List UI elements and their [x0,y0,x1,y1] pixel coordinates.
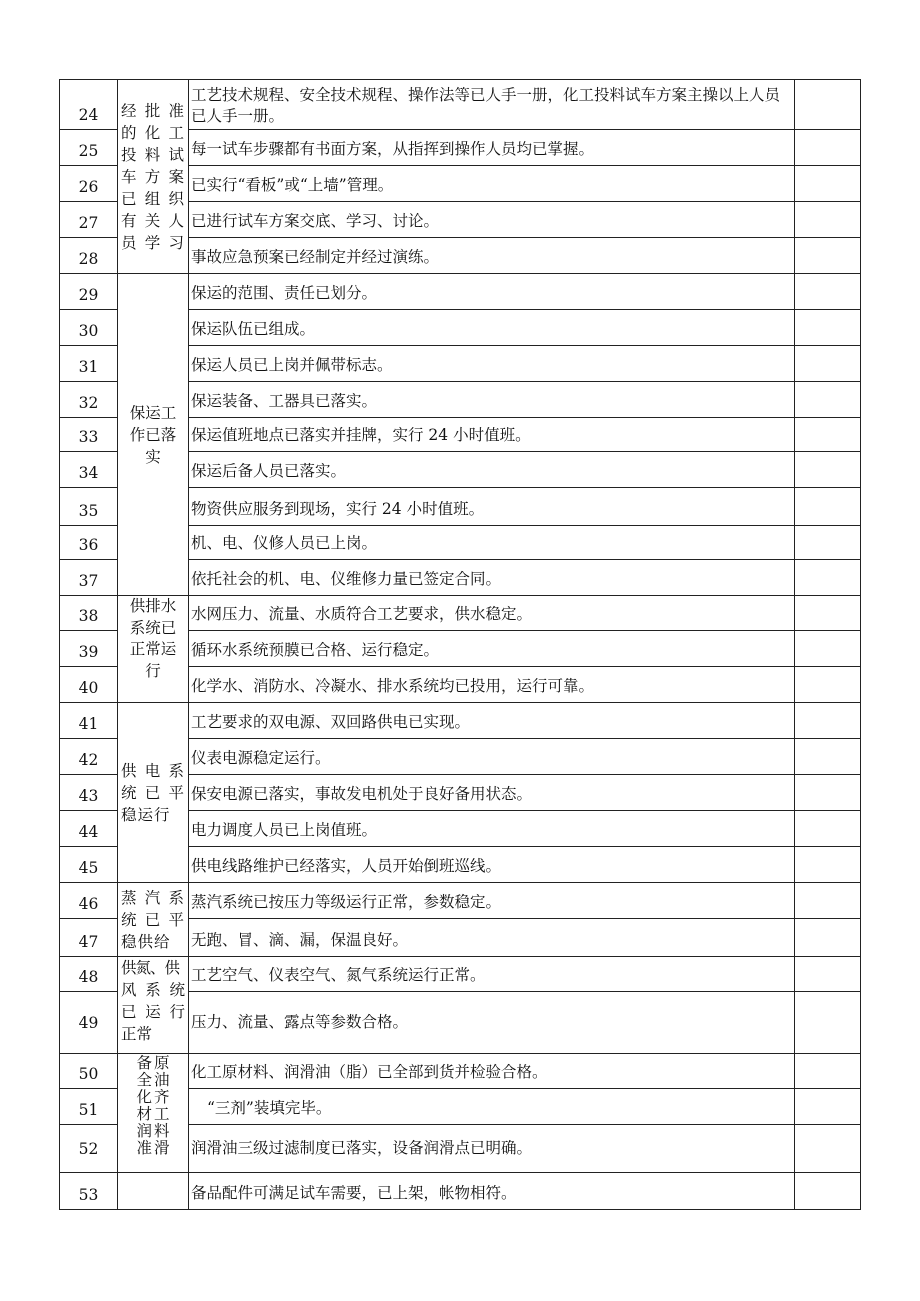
checklist-item: 物资供应服务到现场，实行 24 小时值班。 [189,488,795,526]
table-row [60,957,861,992]
checklist-item: 已进行试车方案交底、学习、讨论。 [189,202,795,238]
result-cell[interactable] [795,238,861,274]
table-row [60,1054,861,1089]
result-cell[interactable] [795,667,861,703]
row-number: 28 [60,238,118,274]
row-number: 32 [60,382,118,418]
result-cell[interactable] [795,202,861,238]
result-cell[interactable] [795,526,861,560]
checklist-item: 无跑、冒、滴、漏，保温良好。 [189,919,795,957]
row-number: 39 [60,631,118,667]
checklist-item: 循环水系统预膜已合格、运行稳定。 [189,631,795,667]
row-number: 42 [60,739,118,775]
row-number: 51 [60,1089,118,1125]
table-row [60,1173,861,1210]
checklist-item: 化学水、消防水、冷凝水、排水系统均已投用，运行可靠。 [189,667,795,703]
checklist-item: 蒸汽系统已按压力等级运行正常，参数稳定。 [189,883,795,919]
checklist-item: 工艺要求的双电源、双回路供电已实现。 [189,703,795,739]
row-number: 47 [60,919,118,957]
row-number: 36 [60,526,118,560]
checklist-item: 水网压力、流量、水质符合工艺要求，供水稳定。 [189,596,795,631]
result-cell[interactable] [795,957,861,992]
row-number: 34 [60,452,118,488]
checklist-item: 工艺技术规程、安全技术规程、操作法等已人手一册，化工投料试车方案主操以上人员已人手一册。 [189,80,795,130]
checklist-table [59,79,861,1210]
result-cell[interactable] [795,130,861,166]
checklist-item: 压力、流量、露点等参数合格。 [189,992,795,1054]
checklist-item: 供电线路维护已经落实，人员开始倒班巡线。 [189,847,795,883]
result-cell[interactable] [795,418,861,452]
row-number: 35 [60,488,118,526]
result-cell[interactable] [795,382,861,418]
result-cell[interactable] [795,1089,861,1125]
row-number: 44 [60,811,118,847]
row-number: 48 [60,957,118,992]
row-number: 27 [60,202,118,238]
result-cell[interactable] [795,80,861,130]
category-nitrogen-air: 供氮、供 风系统 已运行 正常 [118,957,189,1054]
result-cell[interactable] [795,811,861,847]
result-cell[interactable] [795,919,861,957]
row-number: 24 [60,80,118,130]
row-number: 50 [60,1054,118,1089]
table-row [60,596,861,631]
checklist-item: 保运装备、工器具已落实。 [189,382,795,418]
row-number: 40 [60,667,118,703]
row-number: 25 [60,130,118,166]
checklist-item: 保运人员已上岗并佩带标志。 [189,346,795,382]
checklist-item: 润滑油三级过滤制度已落实，设备润滑点已明确。 [189,1125,795,1173]
checklist-item: “三剂”装填完毕。 [189,1089,795,1125]
table-row [60,703,861,739]
checklist-item: 化工原材料、润滑油（脂）已全部到货并检验合格。 [189,1054,795,1089]
result-cell[interactable] [795,310,861,346]
checklist-item: 仪表电源稳定运行。 [189,739,795,775]
checklist-item: 依托社会的机、电、仪维修力量已签定合同。 [189,560,795,596]
row-number: 29 [60,274,118,310]
result-cell[interactable] [795,1173,861,1210]
row-number: 30 [60,310,118,346]
checklist-item: 保运队伍已组成。 [189,310,795,346]
result-cell[interactable] [795,274,861,310]
result-cell[interactable] [795,739,861,775]
row-number: 33 [60,418,118,452]
result-cell[interactable] [795,703,861,739]
checklist-item: 保运值班地点已落实并挂牌，实行 24 小时值班。 [189,418,795,452]
category-materials: 备 全 化 材 润 准 原 油 齐 工 料 滑 [118,1054,189,1173]
result-cell[interactable] [795,775,861,811]
checklist-item: 保运后备人员已落实。 [189,452,795,488]
category-approved-plan: 经批准 的化工 投料试 车方案 已组织 有关人 员学习 [118,80,189,274]
table-row [60,883,861,919]
result-cell[interactable] [795,883,861,919]
result-cell[interactable] [795,560,861,596]
checklist-item: 机、电、仪修人员已上岗。 [189,526,795,560]
checklist-item: 已实行“看板”或“上墙”管理。 [189,166,795,202]
category-water-system: 供排水 系统已 正常运 行 [118,596,189,703]
result-cell[interactable] [795,166,861,202]
row-number: 43 [60,775,118,811]
result-cell[interactable] [795,452,861,488]
checklist-item: 每一试车步骤都有书面方案，从指挥到操作人员均已掌握。 [189,130,795,166]
row-number: 53 [60,1173,118,1210]
category-maintenance: 保运工 作已落 实 [118,274,189,596]
checklist-item: 电力调度人员已上岗值班。 [189,811,795,847]
row-number: 26 [60,166,118,202]
result-cell[interactable] [795,1054,861,1089]
row-number: 46 [60,883,118,919]
row-number: 31 [60,346,118,382]
checklist-item: 工艺空气、仪表空气、氮气系统运行正常。 [189,957,795,992]
table-row [60,80,861,130]
row-number: 45 [60,847,118,883]
result-cell[interactable] [795,596,861,631]
result-cell[interactable] [795,631,861,667]
row-number: 38 [60,596,118,631]
table-row [60,274,861,310]
result-cell[interactable] [795,847,861,883]
result-cell[interactable] [795,346,861,382]
checklist-item: 保安电源已落实，事故发电机处于良好备用状态。 [189,775,795,811]
checklist-item: 事故应急预案已经制定并经过演练。 [189,238,795,274]
result-cell[interactable] [795,1125,861,1173]
row-number: 41 [60,703,118,739]
checklist-item: 保运的范围、责任已划分。 [189,274,795,310]
category-steam-system: 蒸汽系 统已平 稳供给 [118,883,189,957]
row-number: 52 [60,1125,118,1173]
result-cell[interactable] [795,992,861,1054]
result-cell[interactable] [795,488,861,526]
category-power-supply: 供电系 统已平 稳运行 [118,703,189,883]
row-number: 49 [60,992,118,1054]
checklist-item: 备品配件可满足试车需要，已上架，帐物相符。 [189,1173,795,1210]
category-empty [118,1173,189,1210]
row-number: 37 [60,560,118,596]
